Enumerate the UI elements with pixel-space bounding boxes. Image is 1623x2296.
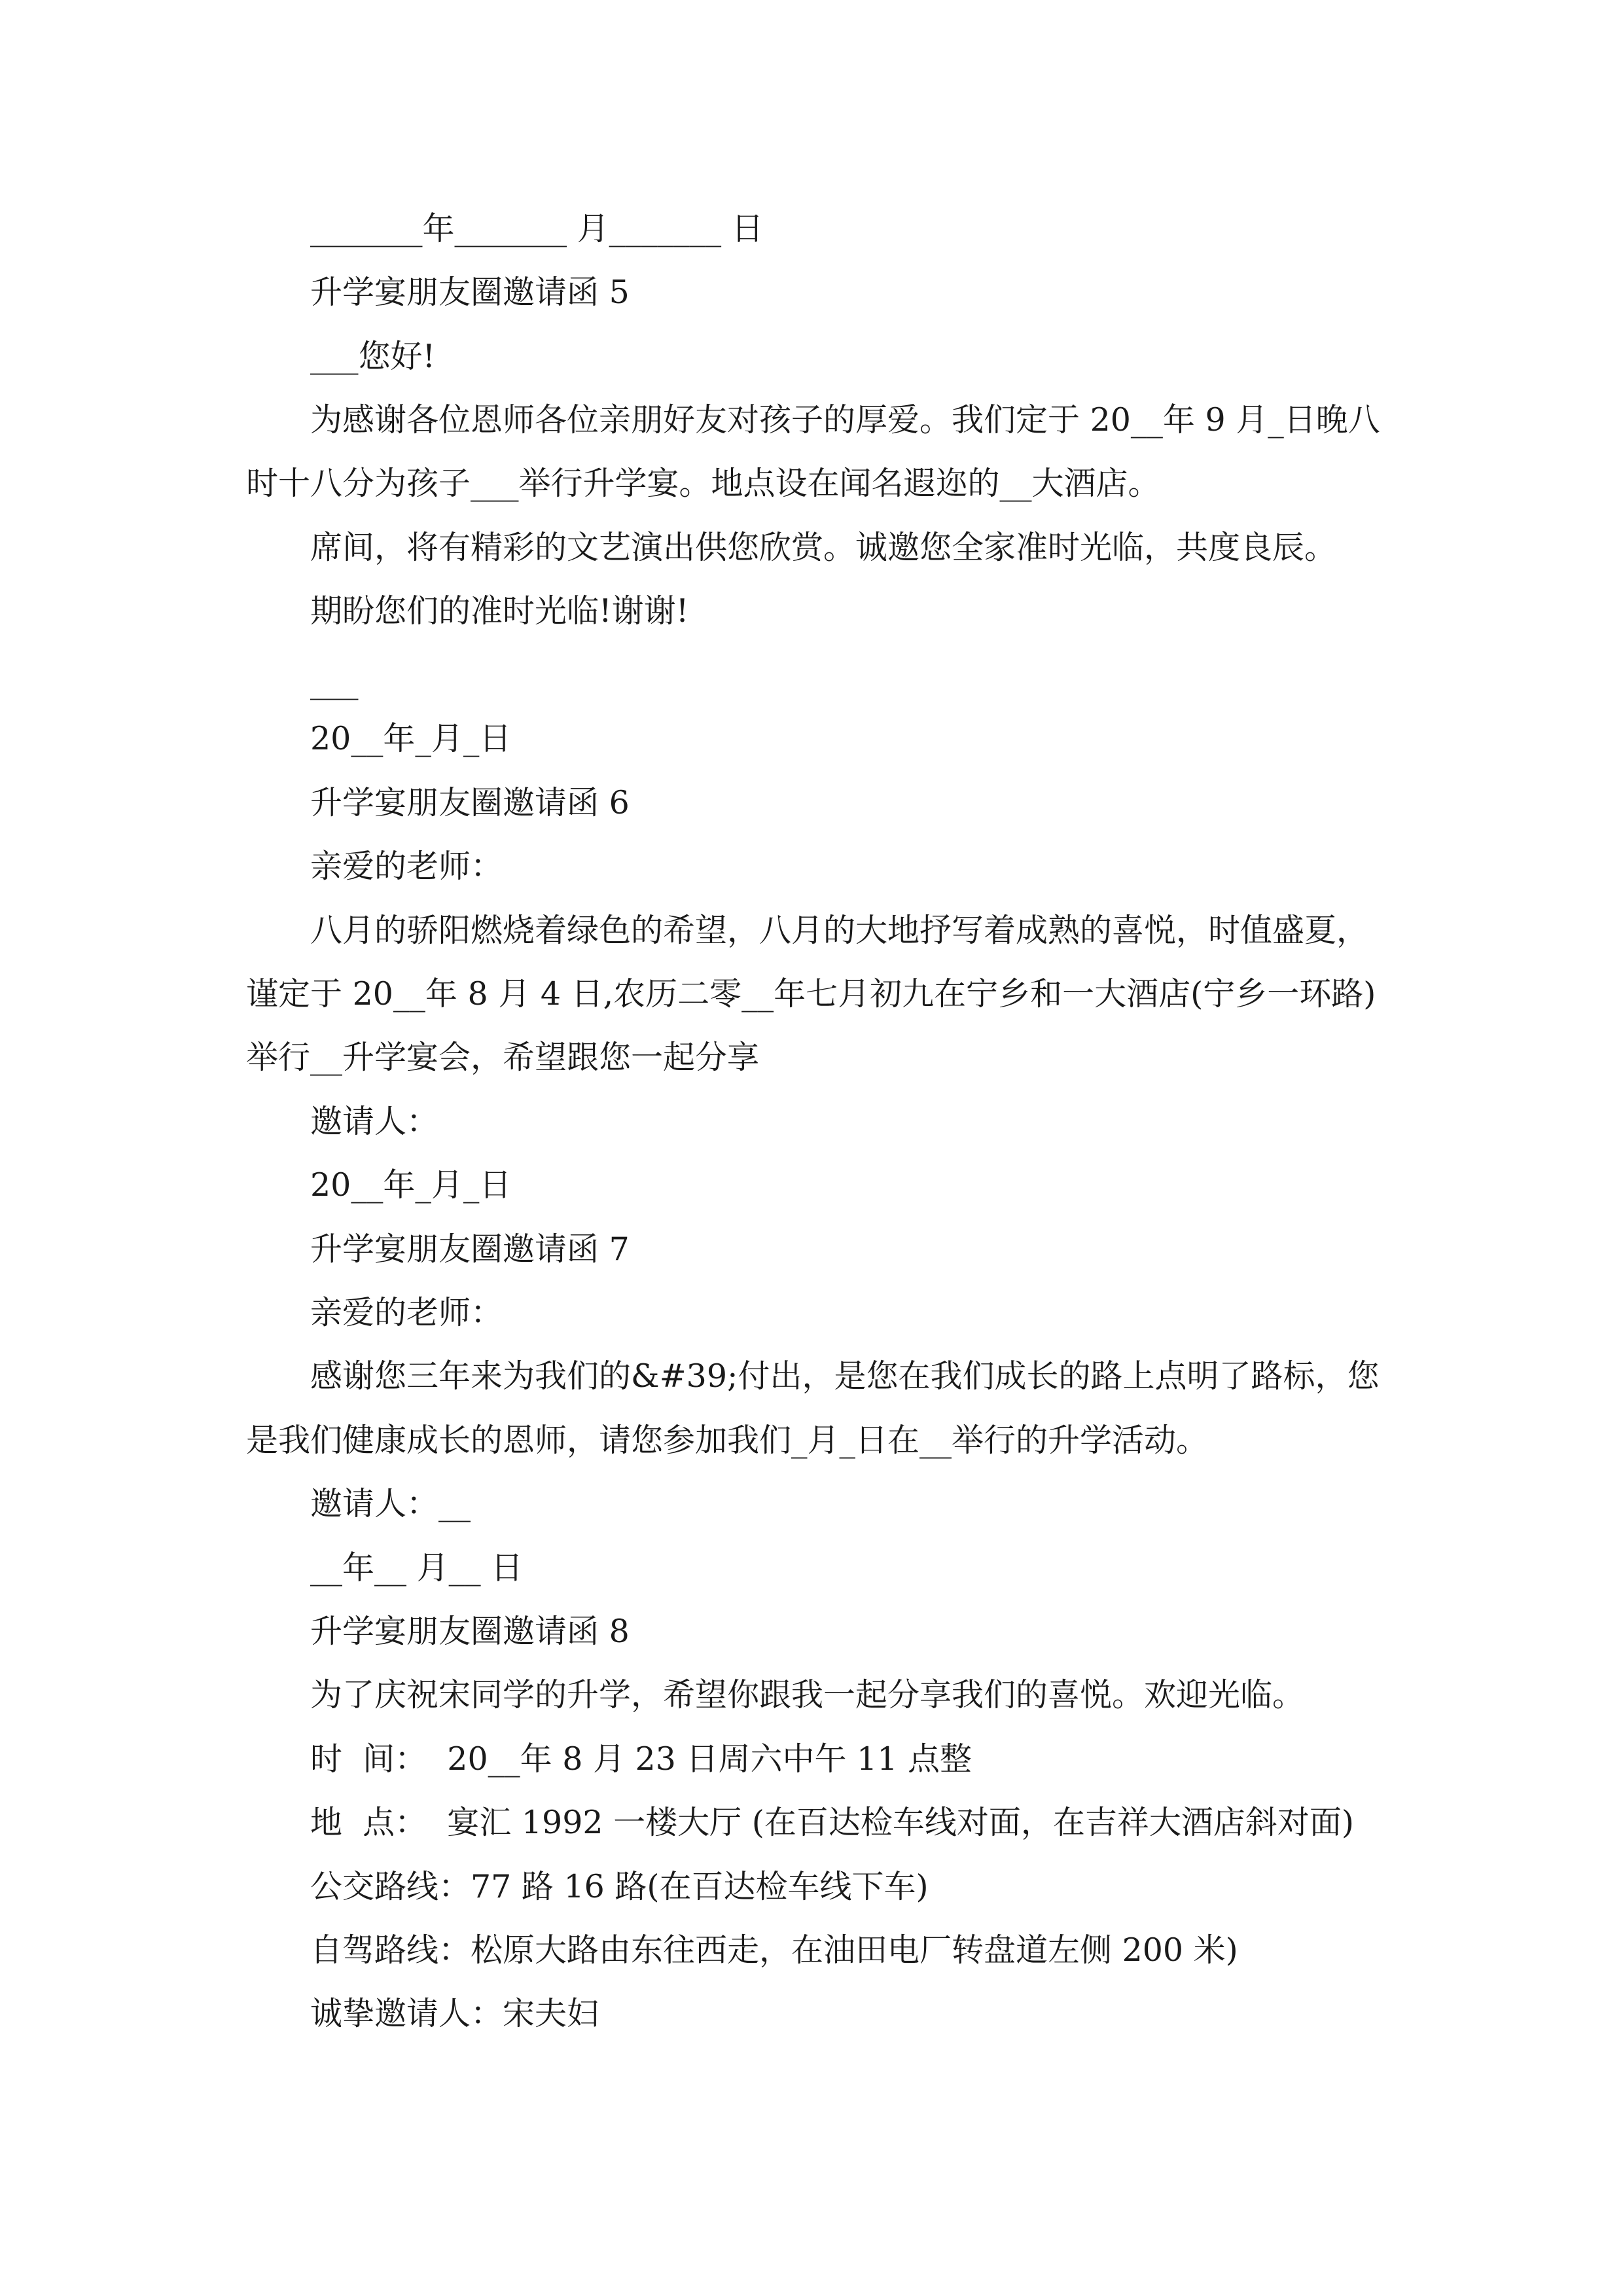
bus-route-line: 公交路线：77 路 16 路(在百达检车线下车) xyxy=(310,1868,929,1905)
date-blank-line: __年__ 月__ 日 xyxy=(310,1549,524,1587)
section-heading-8: 升学宴朋友圈邀请函 8 xyxy=(310,1613,630,1650)
inviter-line: 诚挚邀请人：宋夫妇 xyxy=(310,1995,599,2032)
paragraph-line: 期盼您们的准时光临!谢谢! xyxy=(310,592,689,630)
location-line: 地 点： 宴汇 1992 一楼大厅 (在百达检车线对面，在吉祥大酒店斜对面) xyxy=(310,1804,1354,1841)
paragraph-line: 席间，将有精彩的文艺演出供您欣赏。诚邀您全家准时光临，共度良辰。 xyxy=(310,529,1337,566)
section-heading-6: 升学宴朋友圈邀请函 6 xyxy=(310,784,630,821)
paragraph-line: 是我们健康成长的恩师，请您参加我们_月_日在__举行的升学活动。 xyxy=(246,1422,1209,1459)
time-line: 时 间： 20__年 8 月 23 日周六中午 11 点整 xyxy=(310,1740,972,1778)
date-line: 20__年_月_日 xyxy=(310,1166,512,1204)
driving-route-line: 自驾路线：松原大路由东往西走，在油田电厂转盘道左侧 200 米) xyxy=(310,1931,1238,1969)
paragraph-line: 时十八分为孩子___举行升学宴。地点设在闻名遐迩的__大酒店。 xyxy=(246,465,1160,502)
paragraph-line: 谨定于 20__年 8 月 4 日,农历二零__年七月初九在宁乡和一大酒店(宁乡一环路) xyxy=(246,975,1376,1013)
greeting-line: ___您好! xyxy=(310,338,436,375)
salutation-line: 亲爱的老师： xyxy=(310,848,503,885)
paragraph-line: 为了庆祝宋同学的升学，希望你跟我一起分享我们的喜悦。欢迎光临。 xyxy=(310,1676,1305,1713)
paragraph-line: 感谢您三年来为我们的&#39;付出，是您在我们成长的路上点明了路标，您 xyxy=(310,1357,1380,1395)
section-heading-7: 升学宴朋友圈邀请函 7 xyxy=(310,1230,630,1268)
date-line: 20__年_月_日 xyxy=(310,720,512,757)
paragraph-line: 为感谢各位恩师各位亲朋好友对孩子的厚爱。我们定于 20__年 9 月_日晚八 xyxy=(310,401,1380,439)
paragraph-line: 八月的骄阳燃烧着绿色的希望，八月的大地抒写着成熟的喜悦，时值盛夏， xyxy=(310,912,1369,949)
inviter-line: 邀请人：__ xyxy=(310,1485,471,1522)
salutation-line: 亲爱的老师： xyxy=(310,1294,503,1331)
inviter-line: 邀请人： xyxy=(310,1103,439,1140)
signature-blank: ___ xyxy=(310,663,359,700)
section-heading-5: 升学宴朋友圈邀请函 5 xyxy=(310,274,630,311)
date-blank-line: _______年_______ 月_______ 日 xyxy=(310,210,764,247)
paragraph-line: 举行__升学宴会，希望跟您一起分享 xyxy=(246,1039,760,1076)
